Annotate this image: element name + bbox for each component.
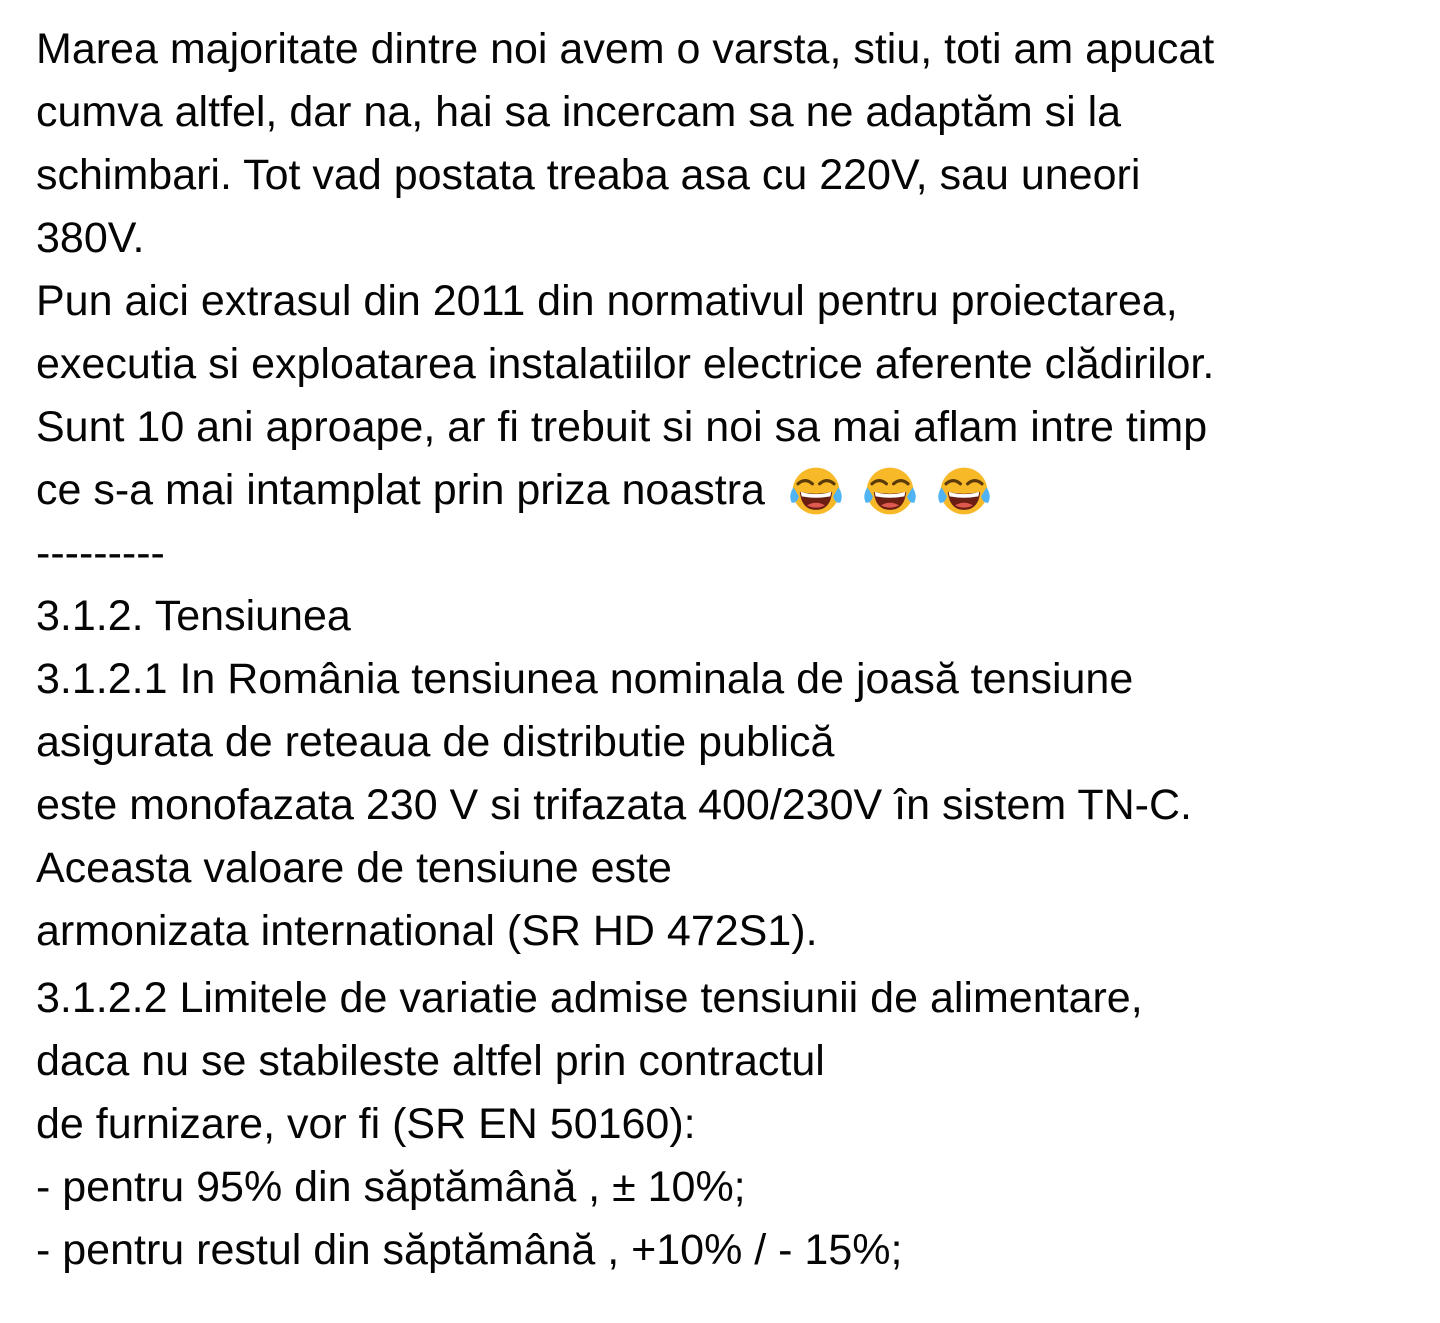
divider-text: --------- — [36, 529, 165, 577]
post-text-line: Marea majoritate dintre noi avem o varsta, stiu, toti am apucat — [36, 25, 1215, 73]
post-text-line-with-emojis — [36, 459, 1416, 522]
post-text-line: asigurata de reteaua de distributie publică — [36, 718, 835, 766]
post-text-line: Sunt 10 ani aproape, ar fi trebuit si noi sa mai aflam intre timp — [36, 403, 1208, 451]
post-text-line: - pentru restul din săptămână , +10% / - 15%; — [36, 1226, 903, 1274]
post-text-line: - pentru 95% din săptămână , ± 10%; — [36, 1163, 746, 1211]
post-body — [36, 18, 1416, 1282]
tears-of-joy-emoji-icon — [863, 464, 917, 518]
tears-of-joy-emoji-icon — [937, 464, 991, 518]
post-text-line: 380V. — [36, 214, 145, 262]
section-title: 3.1.2. Tensiunea — [36, 592, 351, 640]
post-text-line: ce s-a mai intamplat prin priza noastra — [36, 466, 765, 514]
emoji-group — [789, 457, 999, 520]
post-text-line: 3.1.2.1 In România tensiunea nominala de joasă tensiune — [36, 655, 1134, 703]
post-text-line: este monofazata 230 V si trifazata 400/230V în sistem TN-C. — [36, 781, 1193, 829]
post-text-line: daca nu se stabileste altfel prin contractul — [36, 1037, 825, 1085]
post-text-line: Pun aici extrasul din 2011 din normativul pentru proiectarea, — [36, 277, 1178, 325]
post-text-line: Aceasta valoare de tensiune este — [36, 844, 672, 892]
tears-of-joy-emoji-icon — [789, 464, 843, 518]
post-text-line: cumva altfel, dar na, hai sa incercam sa ne adaptăm si la — [36, 88, 1122, 136]
post-text-line: executia si exploatarea instalatiilor electrice aferente clădirilor. — [36, 340, 1215, 388]
post-text-line: schimbari. Tot vad postata treaba asa cu 220V, sau uneori — [36, 151, 1141, 199]
post-text-line: de furnizare, vor fi (SR EN 50160): — [36, 1100, 696, 1148]
post-text-line: 3.1.2.2 Limitele de variatie admise tensiunii de alimentare, — [36, 974, 1143, 1022]
post-text-line: armonizata international (SR HD 472S1). — [36, 907, 818, 955]
